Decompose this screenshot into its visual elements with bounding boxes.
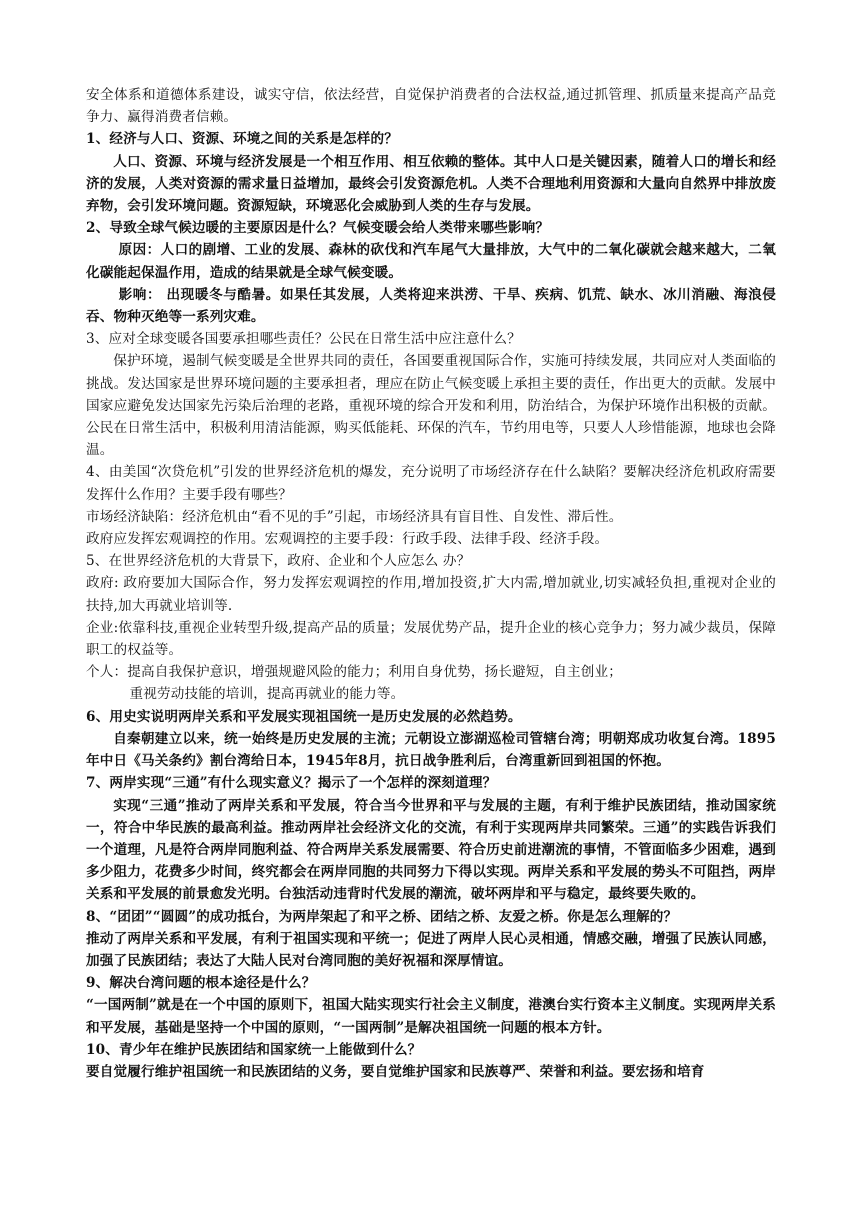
question-3: 3、应对全球变暖各国要承担哪些责任？公民在日常生活中应注意什么？: [86, 331, 521, 348]
question-10: 10、青少年在维护民族团结和国家统一上能做到什么？: [86, 1041, 422, 1058]
question-9: 9、解决台湾问题的根本途径是什么？: [86, 975, 316, 992]
answer-4-government: 政府应发挥宏观调控的作用。宏观调控的主要手段：行政手段、法律手段、经济手段。: [86, 531, 609, 548]
answer-6: 自秦朝建立以来，统一始终是历史发展的主流；元朝设立澎湖巡检司管辖台湾；明朝郑成功收复台湾。1895年中日《马关条约》割台湾给日本，1945年8月，抗日战争胜利后，台湾重新回到祖国的怀抱。: [86, 730, 776, 770]
answer-5-enterprise: 企业:依靠科技,重视企业转型升级,提高产品的质量；发展优势产品，提升企业的核心竞争力；努力减少裁员，保障职工的权益等。: [86, 619, 776, 659]
answer-7: 实现“三通”推动了两岸关系和平发展，符合当今世界和平与发展的主题，有利于维护民族团结，推动国家统一，符合中华民族的最高利益。推动两岸社会经济文化的交流，有利于实现两岸共同繁荣。三通”的实践告诉我们一个道理，凡是符合两岸同胞利益、符合两岸关系发展需要、符合历史前进潮流的事情，不管面临多少困难，遇到多少阻力，花费多少时间，终究都会在两岸同胞的共同努力下得以实现。两岸关系和平发展的势头不可阻挡，两岸关系和平发展的前景愈发光明。台独活动违背时代发展的潮流，破坏两岸和平与稳定，最终要失败的。: [86, 797, 776, 903]
question-5: 5、在世界经济危机的大背景下，政府、企业和个人应怎么 办？: [86, 553, 471, 570]
answer-5-government: 政府: 政府要加大国际合作，努力发挥宏观调控的作用,增加投资,扩大内需,增加就业,切实减轻负担,重视对企业的扶持,加大再就业培训等.: [86, 575, 776, 614]
answer-4-defect: 市场经济缺陷：经济危机由“看不见的手”引起，市场经济具有盲目性、自发性、滞后性。: [86, 508, 623, 525]
answer-1: 人口、资源、环境与经济发展是一个相互作用、相互依赖的整体。其中人口是关键因素，随着人口的增长和经济的发展，人类对资源的需求量日益增加，最终会引发资源危机。人类不合理地利用资源和大量向自然界中排放废弃物，会引发环境问题。资源短缺，环境恶化会威胁到人类的生存与发展。: [86, 153, 776, 215]
answer-5-individual: 个人：提高自我保护意识，增强规避风险的能力；利用自身优势，扬长避短，自主创业；: [86, 664, 623, 681]
answer-2-cause: 原因：人口的剧增、工业的发展、森林的砍伐和汽车尾气大量排放，大气中的二氧化碳就会越来越大，二氧化碳能起保温作用，造成的结果就是全球气候变暖。: [86, 242, 776, 281]
answer-3: 保护环境，遏制气候变暖是全世界共同的责任，各国要重视国际合作，实施可持续发展，共同应对人类面临的挑战。发达国家是世界环境问题的主要承担者，理应在防止气候变暖上承担主要的责任，作出更大的贡献。发展中国家应避免发达国家先污染后治理的老路，重视环境的综合开发和利用，防治结合，为保护环境作出积极的贡献。公民在日常生活中，积极利用清洁能源，购买低能耗、环保的汽车，节约用电等，只要人人珍惜能源，地球也会降温。: [86, 353, 776, 459]
document-page: [86, 84, 776, 1083]
answer-8: 推动了两岸关系和平发展，有利于祖国实现和平统一；促进了两岸人民心灵相通，情感交融，增强了民族认同感，加强了民族团结；表达了大陆人民对台湾同胞的美好祝福和深厚情谊。: [86, 930, 776, 969]
question-6: 6、用史实说明两岸关系和平发展实现祖国统一是历史发展的必然趋势。: [86, 708, 522, 725]
answer-2-impact: 影响： 出现暖冬与酷暑。如果任其发展，人类将迎来洪涝、干旱、疾病、饥荒、缺水、冰川消融、海浪侵吞、物种灭绝等一系列灾难。: [86, 286, 776, 326]
question-4: 4、由美国“次贷危机”引发的世界经济危机的爆发，充分说明了市场经济存在什么缺陷？要解决经济危机政府需要发挥什么作用？主要手段有哪些？: [86, 464, 776, 503]
answer-9: “一国两制”就是在一个中国的原则下，祖国大陆实现实行社会主义制度，港澳台实行资本主义制度。实现两岸关系和平发展，基础是坚持一个中国的原则，“一国两制”是解决祖国统一问题的根本方针。: [86, 997, 776, 1036]
paragraph-intro: 安全体系和道德体系建设，诚实守信，依法经营，自觉保护消费者的合法权益,通过抓管理、抓质量来提高产品竞争力、赢得消费者信赖。: [86, 87, 776, 126]
question-8: 8、“团团”“圆圆”的成功抵台，为两岸架起了和平之桥、团结之桥、友爱之桥。你是怎么理解的？: [86, 908, 678, 925]
question-7: 7、两岸实现“三通”有什么现实意义？揭示了一个怎样的深刻道理？: [86, 775, 497, 792]
question-2: 2、导致全球气候边暖的主要原因是什么？气候变暖会给人类带来哪些影响？: [86, 220, 550, 237]
answer-5-individual-cont: 重视劳动技能的培训，提高再就业的能力等。: [129, 686, 405, 703]
answer-10: 要自觉履行维护祖国统一和民族团结的义务，要自觉维护国家和民族尊严、荣誉和利益。要宏扬和培育: [86, 1063, 705, 1080]
question-1: 1、经济与人口、资源、环境之间的关系是怎样的？: [86, 131, 398, 148]
